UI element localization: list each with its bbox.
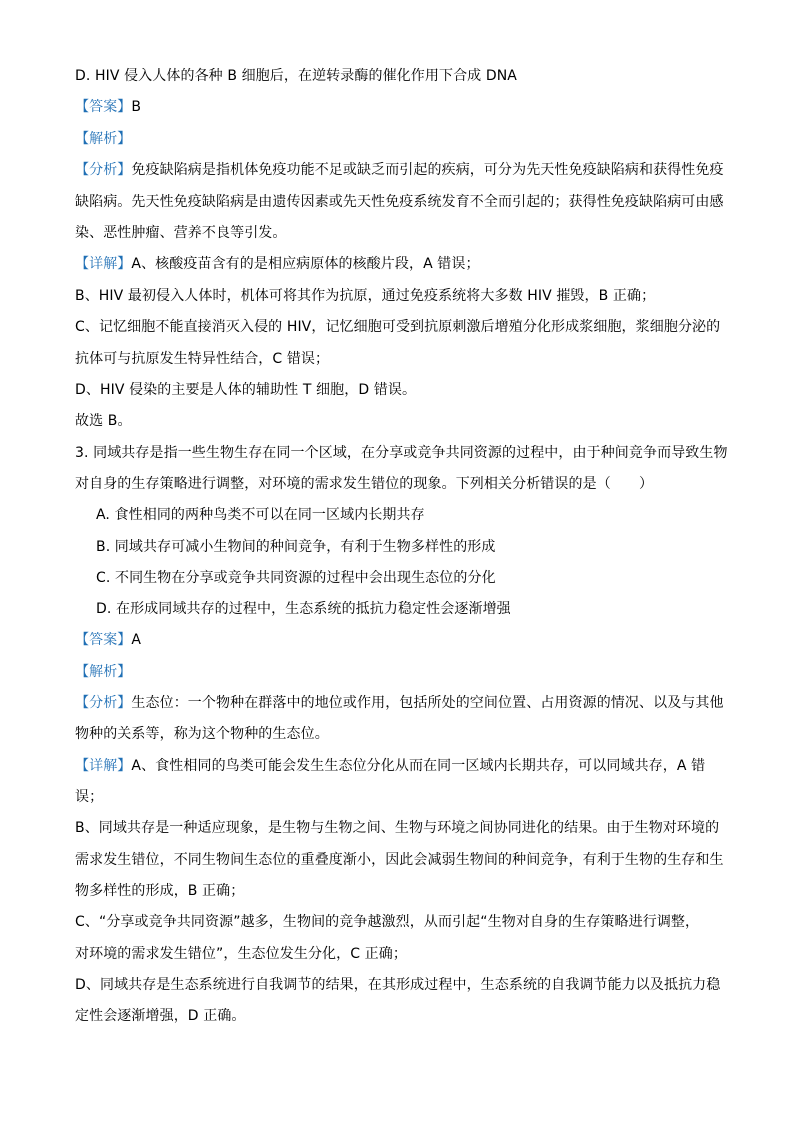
answer-tag: 【答案】 bbox=[75, 99, 132, 115]
explain-tag: 【分析】 bbox=[75, 162, 132, 178]
text-line bbox=[75, 662, 131, 682]
text-line: 【分析】免疫缺陷病是指机体免疫功能不足或缺乏而引起的疾病，可分为先天性免疫缺陷病和获得性免疫 bbox=[75, 162, 724, 178]
option-b: B. 同域共存可减小生物间的种间竞争，有利于生物多样性的形成 bbox=[96, 539, 496, 555]
text-line: 需求发生错位，不同生物间生态位的重叠度渐小，因此会减弱生物间的种间竞争，有利于生物的生存和生 bbox=[75, 852, 724, 868]
text-line: 物多样性的形成，B 正确； bbox=[75, 883, 245, 899]
analysis-tag: 【解析】 bbox=[75, 131, 132, 147]
analysis-tag: 【分析】 bbox=[75, 695, 132, 711]
text-line: C、记忆细胞不能直接消灭入侵的 HIV，记忆细胞可受到抗原刺激后增殖分化形成浆细胞，浆细胞分泌的 bbox=[75, 319, 721, 335]
text-line: D. HIV 侵入人体的各种 B 细胞后，在逆转录酶的催化作用下合成 DNA bbox=[75, 68, 517, 84]
text-line: B、HIV 最初侵入人体时，机体可将其作为抗原，通过免疫系统将大多数 HIV 摧毁，B 正确； bbox=[75, 288, 656, 304]
text-line: 抗体可与抗原发生特异性结合，C 错误； bbox=[75, 351, 330, 367]
detail-tag: 【详解】 bbox=[75, 256, 132, 272]
text-line: 缺陷病。先天性免疫缺陷病是由遗传因素或先天性免疫系统发育不全而引起的；获得性免疫缺陷病可由感 bbox=[75, 194, 724, 210]
text-line: 【详解】A、食性相同的鸟类可能会发生生态位分化从而在同一区域内长期共存，可以同域共存，A 错 bbox=[75, 758, 706, 774]
text-line: 定性会逐渐增强，D 正确。 bbox=[75, 1008, 246, 1024]
question-stem: 对自身的生存策略进行调整，对环境的需求发生错位的现象。下列相关分析错误的是（ ） bbox=[75, 476, 654, 492]
answer-tag: 【答案】 bbox=[75, 632, 132, 648]
text-line: 【答案】B bbox=[75, 99, 142, 115]
text-line: D、同域共存是生态系统进行自我调节的结果，在其形成过程中，生态系统的自我调节能力以及抵抗力稳 bbox=[75, 977, 721, 993]
explain-tag: 【解析】 bbox=[75, 664, 132, 680]
text-line bbox=[75, 129, 131, 149]
text-line: 物种的关系等，称为这个物种的生态位。 bbox=[75, 726, 329, 742]
text-line: C、“分享或竞争共同资源”越多，生物间的竞争越激烈，从而引起“生物对自身的生存策略进行调整， bbox=[75, 914, 700, 930]
option-a: A. 食性相同的两种鸟类不可以在同一区域内长期共存 bbox=[96, 507, 425, 523]
text-line: D、HIV 侵染的主要是人体的辅助性 T 细胞，D 错误。 bbox=[75, 382, 417, 398]
text-line: B、同域共存是一种适应现象，是生物与生物之间、生物与环境之间协同进化的结果。由于生物对环境的 bbox=[75, 820, 720, 836]
text-line: 染、恶性肿瘤、营养不良等引发。 bbox=[75, 225, 287, 241]
option-c: C. 不同生物在分享或竞争共同资源的过程中会出现生态位的分化 bbox=[96, 570, 496, 586]
option-d: D. 在形成同域共存的过程中，生态系统的抵抗力稳定性会逐渐增强 bbox=[96, 601, 511, 617]
text-line: 误； bbox=[75, 789, 104, 805]
text-line: 【分析】生态位：一个物种在群落中的地位或作用，包括所处的空间位置、占用资源的情况、以及与其他 bbox=[75, 695, 724, 711]
text-line: 【详解】A、核酸疫苗含有的是相应病原体的核酸片段，A 错误； bbox=[75, 256, 480, 272]
text-line: 【答案】A bbox=[75, 632, 142, 648]
detail-tag: 【详解】 bbox=[75, 758, 132, 774]
question-stem: 3. 同域共存是指一些生物生存在同一个区域，在分享或竞争共同资源的过程中，由于种间竞争而导致生物 bbox=[75, 445, 728, 461]
text-line: 故选 B。 bbox=[75, 413, 132, 429]
text-line: 对环境的需求发生错位”，生态位发生分化，C 正确； bbox=[75, 946, 407, 962]
